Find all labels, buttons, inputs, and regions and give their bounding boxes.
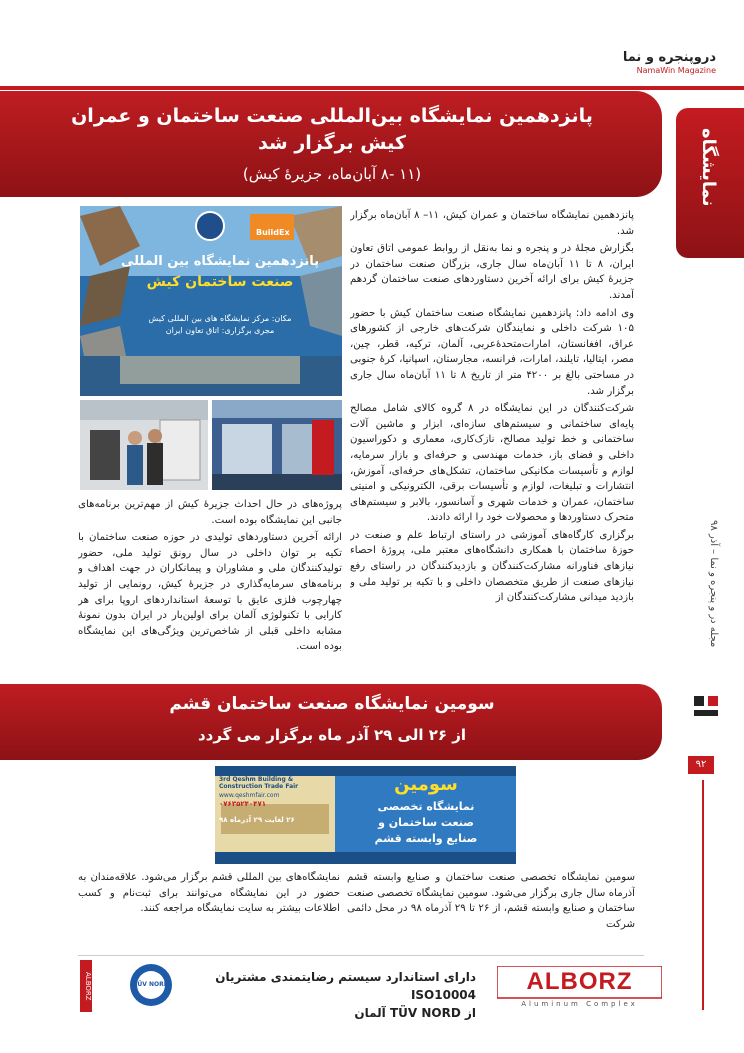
- ad-english-title: 3rd Qeshm Building & Construction Trade Fair: [219, 776, 299, 790]
- ad-website: www.qeshmfair.com: [219, 792, 280, 799]
- article1-subtitle: (۱۱ -۸ آبان‌ماه، جزیرهٔ کیش): [242, 165, 422, 183]
- section-tab: [676, 108, 744, 258]
- ad-title: سومین: [394, 774, 458, 795]
- paragraph: بگزارش مجلهٔ در و پنجره و نما به‌نقل از روابط عمومی اتاق تعاون ایران، ۸ تا ۱۱ آبان‌ماه سال جاری، بزرگان صنعت ساختمان در جزیرهٔ کیش برای ارائه آخرین دستاوردهای صنعت ساختمان گردهم آمدند.: [350, 243, 634, 301]
- article2-subtitle: از ۲۶ الی ۲۹ آذر ماه برگزار می گردد: [197, 726, 467, 744]
- iso-statement: [180, 968, 476, 1022]
- side-divider: [702, 780, 704, 1010]
- paragraph: وی ادامه داد: پانزدهمین نمایشگاه صنعت ساختمان کیش با حضور ۱۰۵ شرکت داخلی و نمایندگان شرکت‌های خارجی از کشورهای عراق، افغانستان، امارات‌متحدهٔ‌عربی، آلمان، ترکیه، قطر، چین، مصر، ایتالیا، تایلند، امارات، فرانسه، مجارستان، اسپانیا، کرهٔ جنوبی در مساحتی بالغ بر ۴۲۰۰ متر از تاریخ ۸ تا ۱۱ آبان‌ماه سال جاری برگزار شد.: [350, 307, 634, 397]
- paragraph: شرکت‌کنندگان در این نمایشگاه در ۸ گروه کالای شامل مصالح پایه‌ای ساختمانی و سیستم‌های سازه‌ای، ابزار و ماشین آلات ساختمانی و خط تولید مصالح، نازک‌کاری، معماری و دکوراسیون داخلی و فضای باز، خدمات مهندسی و حرفه‌ای و بازار سرمایه، لوازم و تأسیسات مکانیکی ساختمان، تشکل‌های حرفه‌ای، آموزش، انتشارات و تبلیغات، لوازم و تأسیسات برقی، الکترونیکی و امنیتی ساختمان، عمران و خدمات شهری و آسانسور، بالابر و سیستم‌های متحرک دستاوردها و محصولات خود را ارائه دادند.: [350, 403, 634, 524]
- alborz-logo: [497, 966, 662, 1012]
- paragraph: ارائه آخرین دستاوردهای تولیدی در حوزه صنعت ساختمان با تکیه بر توان داخلی در سال رونق تولید ملی، حضور تولیدکنندگان ملی و مشاوران و پیمانکاران در جهت اهداف و برنامه‌های سرمایه‌گذاری در جزیرهٔ کیش، رونمایی از تولید چهارچوب فلزی عایق با توسعهٔ استانداردهای اروپا برای هر کارایی با تکنولوژی آلمان برای اولین‌بار در ایران بدون نمونهٔ مشابه داخلی قبلی از شاخص‌ترین ویژگی‌های این نمایشگاه بوده است.: [78, 532, 342, 653]
- poster-graphic: [80, 206, 342, 396]
- article2-title: سومین نمایشگاه صنعت ساختمان قشم: [169, 694, 495, 714]
- article1-title: پانزدهمین نمایشگاه بین‌المللی صنعت ساختمان و عمران کیش برگزار شد: [71, 105, 593, 154]
- poster-title-2: صنعت ساختمان کیش: [146, 274, 294, 290]
- magazine-credit: مجله در و پنجره و نما – آذر ۹۸: [708, 520, 719, 648]
- exhibition-poster: [80, 206, 342, 396]
- header-divider: [0, 86, 744, 90]
- tuv-badge-text: TÜV NORD: [133, 981, 169, 988]
- footer-divider: [78, 955, 644, 956]
- article1-body-left: [78, 497, 342, 677]
- exhibition-photo-2: [212, 400, 342, 490]
- paragraph: پروژه‌های در حال احداث جزیرهٔ کیش از مهم‌ترین برنامه‌های جانبی این نمایشگاه بوده است.: [78, 499, 342, 526]
- alborz-brand: ALBORZ: [526, 968, 633, 995]
- ad-line-3: صنایع وابسته قشم: [374, 832, 478, 845]
- side-brand-strip: ALBORZ: [80, 960, 92, 1012]
- paragraph: برگزاری کارگاه‌های آموزشی در راستای ارتباط علم و صنعت در حوزهٔ ساختمان با همکاری دانشگاه‌های معتبر ملی، پروژهٔ احصاء نیازهای فناورانه مشارکت‌کنندگان و بازدیدکنندگان در راستای رفع نیازهای صنعت از طریق متخصصان داخلی و با تکیه بر تولید ملی و بازدید میدانی مشارکت‌کنندگان از: [350, 529, 634, 604]
- iso-line-1: دارای استاندارد سیستم رضایتمندی مشتریان ISO10004: [215, 970, 476, 1002]
- logo-text: دروپنجره و نما: [622, 50, 716, 65]
- buildex-logo: BuildEx: [256, 228, 290, 237]
- magazine-icon: [688, 690, 724, 726]
- article2-banner: [0, 684, 662, 760]
- ad-line-1: نمایشگاه تخصصی: [377, 800, 475, 813]
- alborz-sub: Aluminum Complex: [521, 1000, 638, 1008]
- article2-body-right: سومین نمایشگاه تخصصی صنعت ساختمان و صنایع وابسته قشم آذرماه سال جاری برگزار می‌شود. سومین نمایشگاه تخصصی صنعت ساختمان و صنایع وابسته قشم، از ۲۶ تا ۲۹ آذرماه ۹۸ در محل دائمی شرکت: [347, 872, 635, 930]
- iso-line-2: از TÜV NORD آلمان: [354, 1006, 476, 1020]
- article1-body-right: [350, 208, 634, 678]
- paragraph: پانزدهمین نمایشگاه ساختمان و عمران کیش، ۱۱– ۸ آبان‌ماه برگزار شد.: [350, 210, 634, 237]
- poster-organizer: مجری برگزاری: اتاق تعاون ایران: [165, 326, 275, 335]
- article1-banner: [0, 91, 662, 197]
- logo-subtext: NamaWin Magazine: [636, 66, 716, 75]
- magazine-logo: [586, 50, 716, 80]
- ad-line-2: صنعت ساختمان و: [378, 816, 474, 829]
- exhibition-photo-1: [80, 400, 208, 490]
- qeshm-fair-ad: [215, 766, 516, 864]
- poster-title-1: پانزدهمین نمایشگاه بین المللی: [120, 254, 320, 269]
- page-number: ۹۲: [688, 756, 714, 774]
- ad-dates: ۲۶ لغایت ۲۹ آذرماه ۹۸: [219, 816, 295, 824]
- article2-body-left: نمایشگاه‌های بین المللی قشم برگزار می‌شود. علاقه‌مندان به حضور در این نمایشگاه می‌توانند برای ثبت‌نام و کسب اطلاعات بیشتر به سایت نمایشگاه مراجعه کنند.: [78, 872, 340, 915]
- section-tab-label: نمایشگاه: [698, 128, 719, 207]
- tuv-nord-badge: [128, 962, 174, 1008]
- poster-place: مکان: مرکز نمایشگاه های بین المللی کیش: [148, 314, 292, 323]
- ad-phone: ۰۷۶۳۵۲۴۰۴۷۱: [219, 800, 266, 808]
